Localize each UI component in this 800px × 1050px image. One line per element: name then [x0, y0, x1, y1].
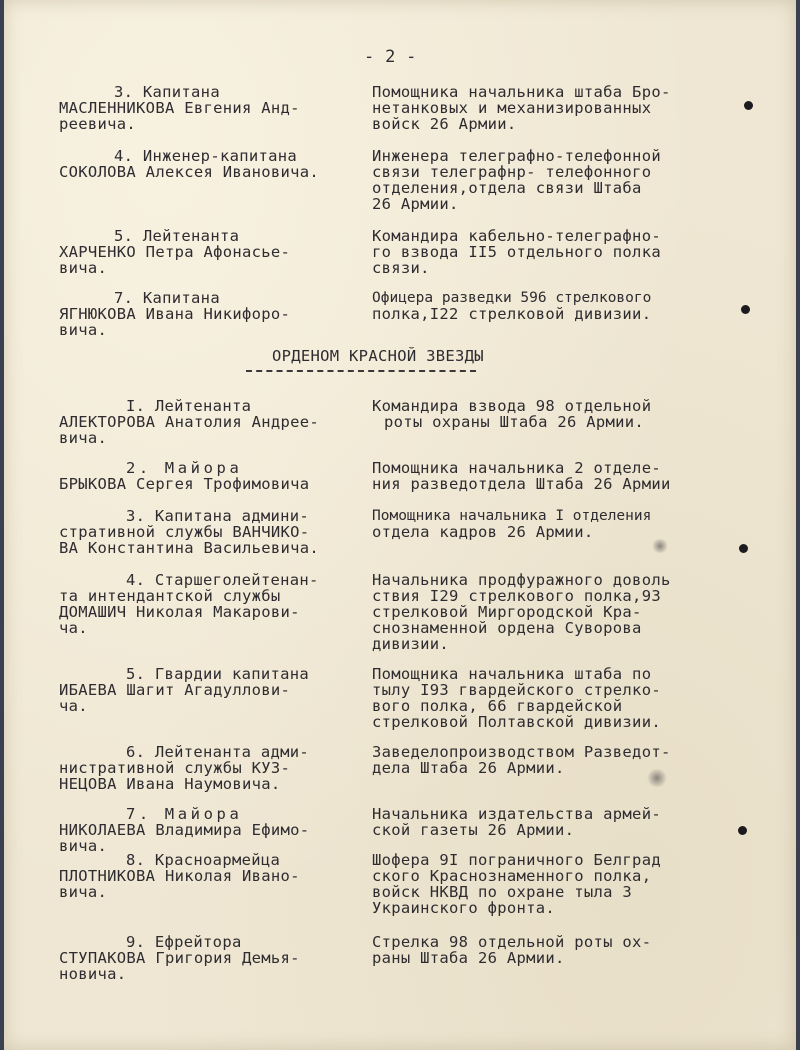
entry-2-position: 26 Армии.	[372, 195, 459, 213]
entry-4-position: полка,I22 стрелковой дивизии.	[372, 305, 652, 323]
entry-6-name: БРЫКОВА Сергея Трофимовича	[59, 475, 310, 493]
entry-7-name-cont: ВА Константина Васильевича.	[59, 539, 320, 557]
entry-5-position: Командира взвода 98 отдельной	[372, 397, 652, 415]
entry-1-rank: 3. Капитана	[114, 83, 220, 101]
entry-5-rank: I. Лейтенанта	[126, 397, 252, 415]
entry-8-position: Начальника продфуражного доволь	[372, 571, 671, 589]
entry-8-position: стрелковой Миргородской Кра-	[372, 603, 642, 621]
entry-13-name: СТУПАКОВА Григория Демья-	[59, 949, 300, 967]
entry-5-name-cont: вича.	[59, 429, 108, 447]
entry-1-position: Помощника начальника штаба Бро-	[372, 83, 671, 101]
entry-7-rank: 3. Капитана админи-	[126, 507, 310, 525]
page-number: - 2 -	[364, 47, 417, 67]
entry-8-position: ствия I29 стрелкового полка,93	[372, 587, 661, 605]
entry-12-position: Украинского фронта.	[372, 899, 556, 917]
entry-11-name: НИКОЛАЕВА Владимира Ефимо-	[59, 821, 310, 839]
entry-7-position: отдела кадров 26 Армии.	[372, 523, 594, 541]
entry-8-name: та интендантской службы	[59, 587, 281, 605]
entry-9-rank: 5. Гвардии капитана	[126, 665, 310, 683]
entry-12-name: ПЛОТНИКОВА Николая Ивано-	[59, 867, 300, 885]
entry-11-rank: 7. Майора	[126, 805, 243, 823]
ink-smudge	[651, 539, 669, 553]
entry-3-name: ХАРЧЕНКО Петра Афонасье-	[59, 243, 291, 261]
punch-hole	[744, 101, 753, 110]
punch-hole	[739, 544, 748, 553]
entry-8-position: снознаменной ордена Суворова	[372, 619, 642, 637]
document-page	[4, 0, 796, 1050]
entry-11-position: Начальника издательства армей-	[372, 805, 661, 823]
punch-hole	[738, 826, 747, 835]
entry-5-position: роты охраны Штаба 26 Армии.	[384, 413, 645, 431]
entry-9-name-cont: ча.	[59, 697, 88, 715]
punch-hole	[741, 305, 750, 314]
entry-9-position: вого полка, 66 гвардейской	[372, 697, 623, 715]
entry-1-name-cont: реевича.	[59, 115, 137, 133]
entry-7-name: стративной службы ВАНЧИКО-	[59, 523, 310, 541]
entry-3-position: го взвода II5 отдельного полка	[372, 243, 661, 261]
entry-8-name-cont: ДОМАШИЧ Николая Макарови-	[59, 603, 300, 621]
entry-13-rank: 9. Ефрейтора	[126, 933, 242, 951]
entry-6-position: Помощника начальника 2 отделе-	[372, 459, 661, 477]
entry-6-rank: 2. Майора	[126, 459, 243, 477]
entry-6-position: ния разведотдела Штаба 26 Армии	[372, 475, 671, 493]
order-heading: ОРДЕНОМ КРАСНОЙ ЗВЕЗДЫ	[272, 347, 484, 365]
entry-13-position: раны Штаба 26 Армии.	[372, 949, 565, 967]
entry-2-rank: 4. Инженер-капитана	[114, 147, 298, 165]
entry-2-name: СОКОЛОВА Алексея Ивановича.	[59, 163, 320, 181]
entry-4-name: ЯГНЮКОВА Ивана Никифоро-	[59, 305, 291, 323]
ink-smudge	[646, 769, 668, 787]
entry-10-position: дела Штаба 26 Армии.	[372, 759, 565, 777]
entry-13-position: Стрелка 98 отдельной роты ох-	[372, 933, 652, 951]
entry-7-position: Помощника начальника I отделения	[372, 508, 652, 524]
entry-9-position: тылу I93 гвардейского стрелко-	[372, 681, 661, 699]
entry-12-rank: 8. Красноармейца	[126, 851, 281, 869]
entry-1-name: МАСЛЕННИКОВА Евгения Анд-	[59, 99, 300, 117]
entry-3-position: Командира кабельно-телеграфно-	[372, 227, 661, 245]
entry-1-position: нетанковых и механизированных	[372, 99, 652, 117]
entry-9-position: стрелковой Полтавской дивизии.	[372, 713, 661, 731]
entry-2-position: связи телеграфнр- телефонного	[372, 163, 652, 181]
entry-5-name: АЛЕКТОРОВА Анатолия Андрее-	[59, 413, 320, 431]
entry-9-position: Помощника начальника штаба по	[372, 665, 652, 683]
entry-8-rank: 4. Старшеголейтенан-	[126, 571, 319, 589]
entry-12-position: войск НКВД по охране тыла 3	[372, 883, 633, 901]
entry-3-name-cont: вича.	[59, 259, 108, 277]
entry-4-name-cont: вича.	[59, 321, 108, 339]
entry-10-rank: 6. Лейтенанта адми-	[126, 743, 310, 761]
entry-12-position: ского Краснознаменного полка,	[372, 867, 652, 885]
entry-9-name: ИБАЕВА Шагит Агадуллови-	[59, 681, 291, 699]
entry-2-position: Инженера телеграфно-телефонной	[372, 147, 661, 165]
entry-11-position: ской газеты 26 Армии.	[372, 821, 575, 839]
entry-12-position: Шофера 9I пограничного Белград	[372, 851, 661, 869]
entry-2-position: отделения,отдела связи Штаба	[372, 179, 642, 197]
heading-underline	[246, 370, 476, 372]
entry-4-rank: 7. Капитана	[114, 289, 220, 307]
entry-10-name: нистративной службы КУЗ-	[59, 759, 291, 777]
entry-11-name-cont: вича.	[59, 837, 108, 855]
entry-3-rank: 5. Лейтенанта	[114, 227, 240, 245]
entry-3-position: связи.	[372, 259, 430, 277]
entry-8-name-cont: ча.	[59, 619, 88, 637]
entry-10-position: Заведелопроизводством Разведот-	[372, 743, 671, 761]
entry-10-name-cont: НЕЦОВА Ивана Наумовича.	[59, 775, 281, 793]
entry-1-position: войск 26 Армии.	[372, 115, 517, 133]
entry-13-name-cont: новича.	[59, 965, 127, 983]
entry-12-name-cont: вича.	[59, 883, 108, 901]
entry-4-position: Офицера разведки 596 стрелкового	[372, 290, 652, 306]
entry-8-position: дивизии.	[372, 635, 450, 653]
